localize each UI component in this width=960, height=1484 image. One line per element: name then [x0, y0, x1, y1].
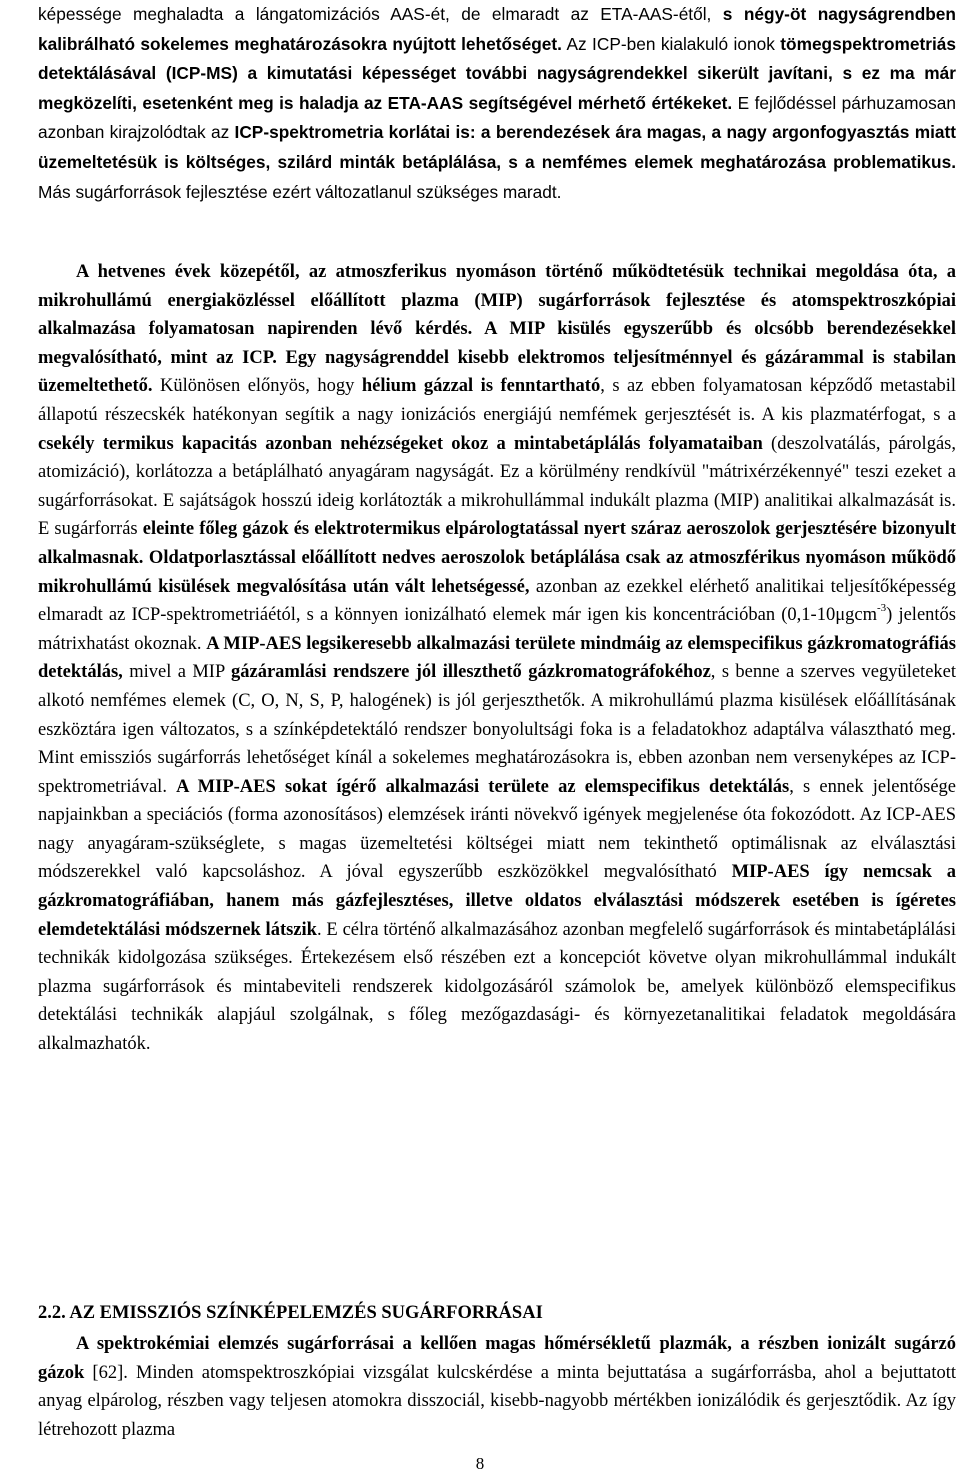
text-run: mivel a MIP: [122, 662, 231, 683]
bold-text-run: ICP-spektrometria korlátai is: a berendezések ára magas, a nagy argonfogyasztás miatt üzemeltetésük is költséges, szilárd minták betáplálása, s a nemfémes elemek meghatározása problematikus.: [38, 122, 956, 172]
bold-text-run: A hetvenes évek közepétől, az atmoszferikus nyomáson történő működtetésük technikai megoldása óta, a mikrohullámú energiaközléssel előállított plazma (MIP) sugárforrások fejlesztése és atomspektroszkópiai alkalmazása folyamatosan napirenden lévő kérdés. A MIP kisülés egyszerűbb és olcsóbb berendezésekkel megvalósítható, mint az ICP. Egy nagyságrenddel kisebb elektromos teljesítménnyel és gázárammal is stabilan üzemeltethető.: [38, 262, 956, 397]
bold-text-run: MIP-AES így nemcsak a gázkromatográfiában, hanem más gázfejlesztéses, illetve oldatos elválasztási módszerek esetében is ígéretes elemdetektálási módszernek látszik: [38, 862, 956, 940]
bold-text-run: tömegspektrometriás detektálásával (ICP-MS) a kimutatási képességet további nagyságrendekkel sikerült javítani, s ez ma már megközelíti, esetenként meg is haladja az ETA-AAS segítségével mérhető értékeket.: [38, 33, 957, 113]
text-run: , s ennek jelentősége napjainkban a speciációs (forma azonosításos) elemzések iránti növekvő igények megjelenése óta fokozódott. Az ICP-AES nagy anyagáram-szükséglete, s magas üzemeltetési költségei miatt nem tekinthető optimálisnak az elválasztási módszerekkel való kapcsoláshoz. A jóval egyszerűbb eszközökkel megvalósítható: [38, 776, 956, 883]
paragraph-spectrochemical-sources: [38, 1330, 956, 1444]
text-run: . E célra történő alkalmazásához azonban megfelelő sugárforrások és mintabetáplálási technikák kidolgozása szükséges. Értekezésem első részében ezt a koncepciót követve olyan mikrohullámmal indukált plazma sugárforrások és mintabeviteli rendszerek kidolgozásáról számolok be, amelyek különböző elemspecifikus detektálási technikák alapjául szolgálnak, s főleg mezőgazdasági- és környezetanalitikai feladatok megoldására alkalmazhatók.: [38, 919, 956, 1055]
superscript-text: -3: [876, 601, 887, 614]
page-number: 8: [475, 1454, 485, 1473]
text-run: Az ICP-ben kialakuló ionok: [561, 33, 781, 54]
text-run: Más sugárforrások fejlesztése ezért változatlanul szükséges maradt.: [38, 181, 562, 202]
bold-text-run: s négy-öt nagyságrendben kalibrálható sokelemes meghatározásokra nyújtott lehetőséget.: [38, 4, 956, 54]
bold-text-run: A spektrokémiai elemzés sugárforrásai a kellően magas hőmérsékletű plazmák, a részben ionizált sugárzó gázok: [38, 1334, 956, 1383]
text-run: Különösen előnyös, hogy: [152, 376, 362, 397]
text-run: E fejlődéssel párhuzamosan azonban kirajzolódtak az: [38, 92, 956, 143]
bold-text-run: A MIP-AES sokat ígérő alkalmazási területe az elemspecifikus detektálás: [176, 776, 790, 797]
bold-text-run: eleinte főleg gázok és elektrotermikus elpárologtatással nyert száraz aeroszolok gerjesztésére bizonyult alkalmasnak. Oldatporlasztással előállított nedves aeroszolok betáplálása csak az atmoszférikus nyomáson működő mikrohullámú kisülések megvalósítása után vált lehetségessé,: [38, 519, 956, 597]
text-run: [62]. Minden atomspektroszkópiai vizsgálat kulcskérdése a minta bejuttatása a sugárforrásba, ahol a bejuttatott anyag elpárolog, részben vagy teljesen atomokra disszociál, kisebb-nagyobb mértékben ionizálódik és gerjesztődik. Az így létrehozott plazma: [38, 1362, 956, 1440]
section-heading: 2.2. AZ EMISSZIÓS SZÍNKÉPELEMZÉS SUGÁRFORRÁSAI: [38, 1303, 543, 1323]
bold-text-run: hélium gázzal is fenntartható: [361, 376, 601, 397]
paragraph-icp-limitations: [38, 0, 956, 207]
text-run: ) jelentős mátrixhatást okoznak.: [38, 605, 957, 654]
text-run: azonban az ezekkel elérhető analitikai teljesítőképesség elmaradt az ICP-spektrometriáétól, s a könnyen ionizálható elemek már igen kis koncentrációban (0,1-10μgcm: [38, 576, 956, 626]
text-run: , s az ebben folyamatosan képződő metastabil állapotú részecskék hatékonyan segítik a nagy ionizációs energiájú nemfémek gerjesztését is. A kis plazmatérfogat, s a: [38, 376, 956, 425]
text-run: (deszolvatálás, párolgás, atomizáció), korlátozza a betáplálható anyagáram nagyságát. Ez a körülmény rendkívül "mátrixérzékennyé" teszi ezeket a sugárforrásokat. E sajátságok hosszú ideig korlátozták a mikrohullámmal indukált plazma (MIP) analitikai alkalmazását is. E sugárforrás: [38, 433, 956, 540]
bold-text-run: gázáramlási rendszere jól illeszthető gázkromatográfokéhoz: [230, 662, 711, 683]
bold-text-run: csekély termikus kapacitás azonban nehézségeket okoz a mintabetáplálás folyamataiban: [38, 433, 763, 454]
paragraph-mip-sources: [38, 258, 956, 1059]
text-run: képessége meghaladta a lángatomizációs AAS-ét, de elmaradt az ETA-AAS-étől,: [38, 4, 723, 24]
bold-text-run: A MIP-AES legsikeresebb alkalmazási területe mindmáig az elemspecifikus gázkromatográfiás detektálás,: [38, 633, 956, 683]
text-run: , s benne a szerves vegyületeket alkotó nemfémes elemek (C, O, N, S, P, halogének) is jól gerjeszthetők. A mikrohullámú plazma kisülések előállításának eszköztára igen változatos, s a színképdetektáló rendszer bonyolultsági foka is a feladatokhoz adaptálva választható meg. Mint emissziós sugárforrás lehetőséget kínál a sokelemes meghatározásokra is, ebben azonban nem versenyképes az ICP-spektrometriával.: [38, 662, 956, 797]
